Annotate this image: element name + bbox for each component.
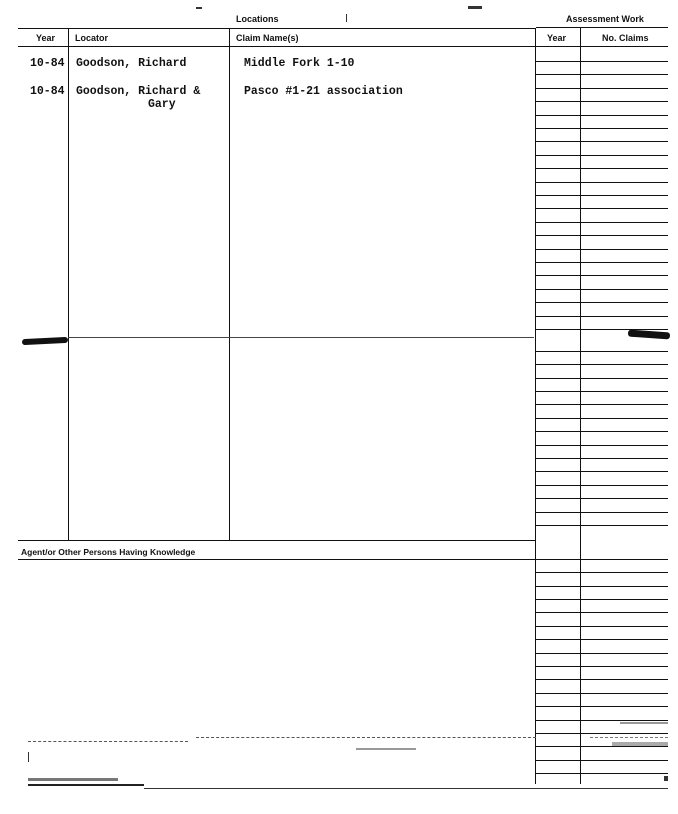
bottom-scan-rule (28, 784, 144, 786)
scan-dash-line (196, 737, 536, 738)
aw-row-rule (536, 586, 668, 587)
scan-dash-line (28, 741, 188, 742)
aw-row-rule (536, 289, 668, 290)
aw-row-rule (536, 431, 668, 432)
claim-names-column-header: Claim Name(s) (236, 33, 299, 43)
top-rule-right (536, 27, 668, 28)
entry-locator: Goodson, Richard (76, 57, 187, 70)
aw-row-rule (536, 128, 668, 129)
form-header (0, 0, 678, 30)
scan-speck (356, 748, 416, 750)
aw-row-rule (536, 249, 668, 250)
entry-year: 10-84 (30, 57, 65, 70)
top-rule-left (18, 28, 536, 29)
scan-seam-line (68, 337, 534, 338)
aw-row-rule (536, 61, 668, 62)
aw-row-rule (536, 404, 668, 405)
aw-row-rule (536, 760, 668, 761)
aw-row-rule (536, 418, 668, 419)
aw-row-rule (536, 316, 668, 317)
aw-row-rule (536, 720, 668, 721)
aw-row-rule (536, 262, 668, 263)
aw-row-rule (536, 155, 668, 156)
entry-locator: Goodson, Richard & (76, 85, 201, 98)
scan-speck (664, 776, 668, 781)
aw-row-rule (536, 235, 668, 236)
entry-year: 10-84 (30, 85, 65, 98)
entry-claim: Middle Fork 1-10 (244, 57, 355, 70)
agent-label-rule (18, 559, 536, 560)
locations-table-bottom-rule (18, 540, 536, 541)
aw-row-rule (536, 746, 668, 747)
aw-row-rule (536, 485, 668, 486)
scan-speck (346, 14, 347, 22)
aw-row-rule (536, 679, 668, 680)
bottom-rule (144, 788, 668, 789)
aw-row-rule (536, 115, 668, 116)
aw-row-rule (536, 653, 668, 654)
aw-row-rule (536, 208, 668, 209)
aw-row-rule (536, 458, 668, 459)
year-locator-divider (68, 28, 69, 540)
aw-row-rule (536, 141, 668, 142)
aw-row-rule (536, 182, 668, 183)
aw-year-column-header: Year (547, 33, 567, 43)
column-header-rule (18, 46, 668, 47)
aw-row-rule (536, 693, 668, 694)
aw-row-rule (536, 572, 668, 573)
locator-column-header: Locator (75, 33, 109, 43)
aw-row-rule (536, 195, 668, 196)
agent-section-label: Agent/or Other Persons Having Knowledge (21, 547, 196, 557)
scan-speck (196, 7, 202, 9)
aw-row-rule (536, 512, 668, 513)
scan-blot-left (22, 337, 68, 345)
aw-row-rule (536, 329, 668, 330)
locator-claim-divider (229, 28, 230, 540)
aw-row-rule (536, 445, 668, 446)
scan-speck (28, 752, 29, 762)
aw-row-rule (536, 773, 668, 774)
aw-row-rule (536, 168, 668, 169)
aw-row-rule (536, 559, 668, 560)
entry-locator-continued: Gary (148, 98, 176, 111)
aw-row-rule (536, 639, 668, 640)
scan-speck (468, 6, 482, 9)
aw-row-rule (536, 471, 668, 472)
aw-row-rule (536, 351, 668, 352)
aw-row-rule (536, 364, 668, 365)
aw-row-rule (536, 626, 668, 627)
aw-row-rule (536, 222, 668, 223)
aw-row-rule (536, 88, 668, 89)
assessment-work-header: Assessment Work (566, 14, 644, 24)
aw-row-rule (536, 391, 668, 392)
aw-row-rule (536, 275, 668, 276)
year-column-header: Year (36, 33, 56, 43)
scan-dash-line (590, 737, 668, 738)
aw-row-rule (536, 733, 668, 734)
aw-row-rule (536, 101, 668, 102)
aw-row-rule (536, 302, 668, 303)
entry-claim: Pasco #1-21 association (244, 85, 403, 98)
claims-aw-divider (535, 28, 536, 784)
aw-row-rule (536, 378, 668, 379)
locations-header: Locations (236, 14, 279, 24)
scan-speck (28, 778, 118, 781)
aw-row-rule (536, 612, 668, 613)
aw-year-claims-divider (580, 28, 581, 784)
aw-row-rule (536, 525, 668, 526)
scan-blot-right (628, 330, 670, 340)
aw-claims-column-header: No. Claims (602, 33, 649, 43)
scan-speck (612, 742, 668, 746)
aw-row-rule (536, 498, 668, 499)
scan-speck (620, 722, 668, 724)
aw-row-rule (536, 706, 668, 707)
aw-row-rule (536, 599, 668, 600)
aw-row-rule (536, 74, 668, 75)
aw-row-rule (536, 666, 668, 667)
